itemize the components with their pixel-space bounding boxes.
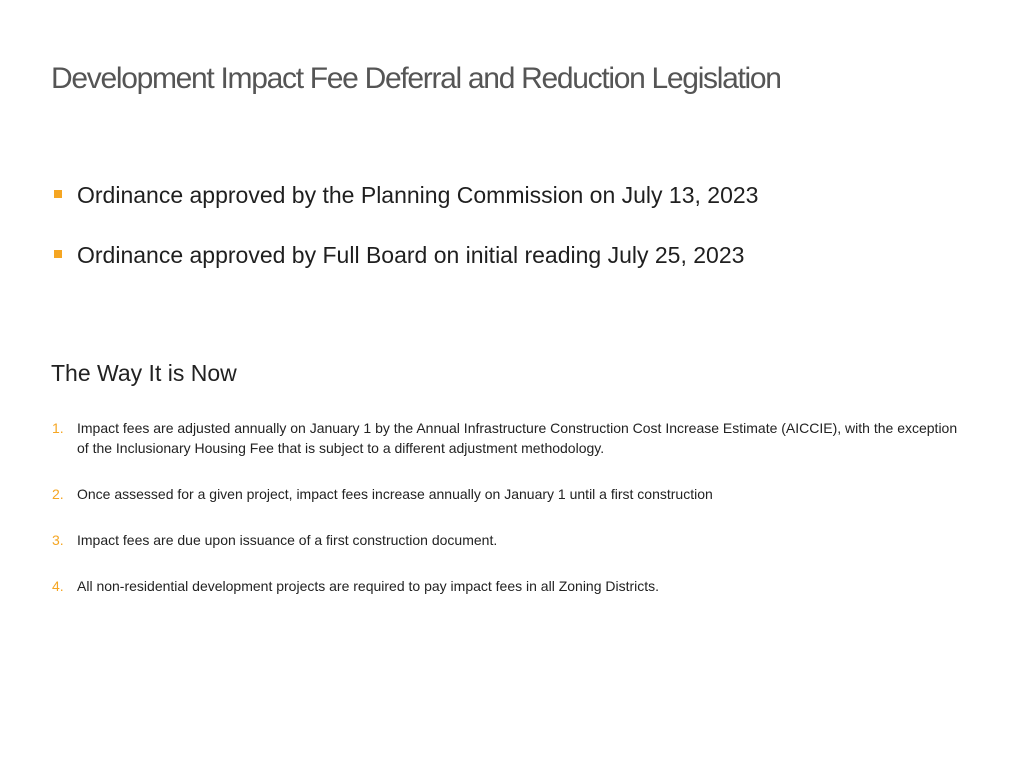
list-number: 4.	[52, 578, 64, 594]
list-item-text: Impact fees are adjusted annually on January 1 by the Annual Infrastructure Construction Cost Increase Estimate (AICCIE), with the exception of the Inclusionary Housing Fee that is subject to a different adjustment methodology.	[77, 420, 958, 456]
list-item	[52, 576, 972, 596]
bullet-item-full-board	[52, 238, 992, 272]
list-item	[52, 530, 972, 550]
bullet-text: Ordinance approved by the Planning Commission on July 13, 2023	[77, 182, 759, 208]
square-bullet-icon	[54, 250, 62, 258]
bullet-list	[52, 178, 992, 272]
bullet-text: Ordinance approved by Full Board on initial reading July 25, 2023	[77, 242, 745, 268]
slide-title: Development Impact Fee Deferral and Reduction Legislation	[51, 62, 781, 95]
list-item-text: Impact fees are due upon issuance of a first construction document.	[77, 532, 498, 548]
list-item-text: All non-residential development projects are required to pay impact fees in all Zoning Districts.	[77, 578, 660, 594]
list-item	[52, 418, 972, 458]
list-item	[52, 484, 972, 504]
square-bullet-icon	[54, 190, 62, 198]
section-heading: The Way It is Now	[51, 360, 237, 386]
list-number: 3.	[52, 532, 64, 548]
list-item-text: Once assessed for a given project, impact fees increase annually on January 1 until a first construction	[77, 486, 713, 502]
list-number: 2.	[52, 486, 64, 502]
numbered-list	[52, 418, 972, 596]
bullet-item-planning-commission	[52, 178, 992, 212]
list-number: 1.	[52, 420, 64, 436]
